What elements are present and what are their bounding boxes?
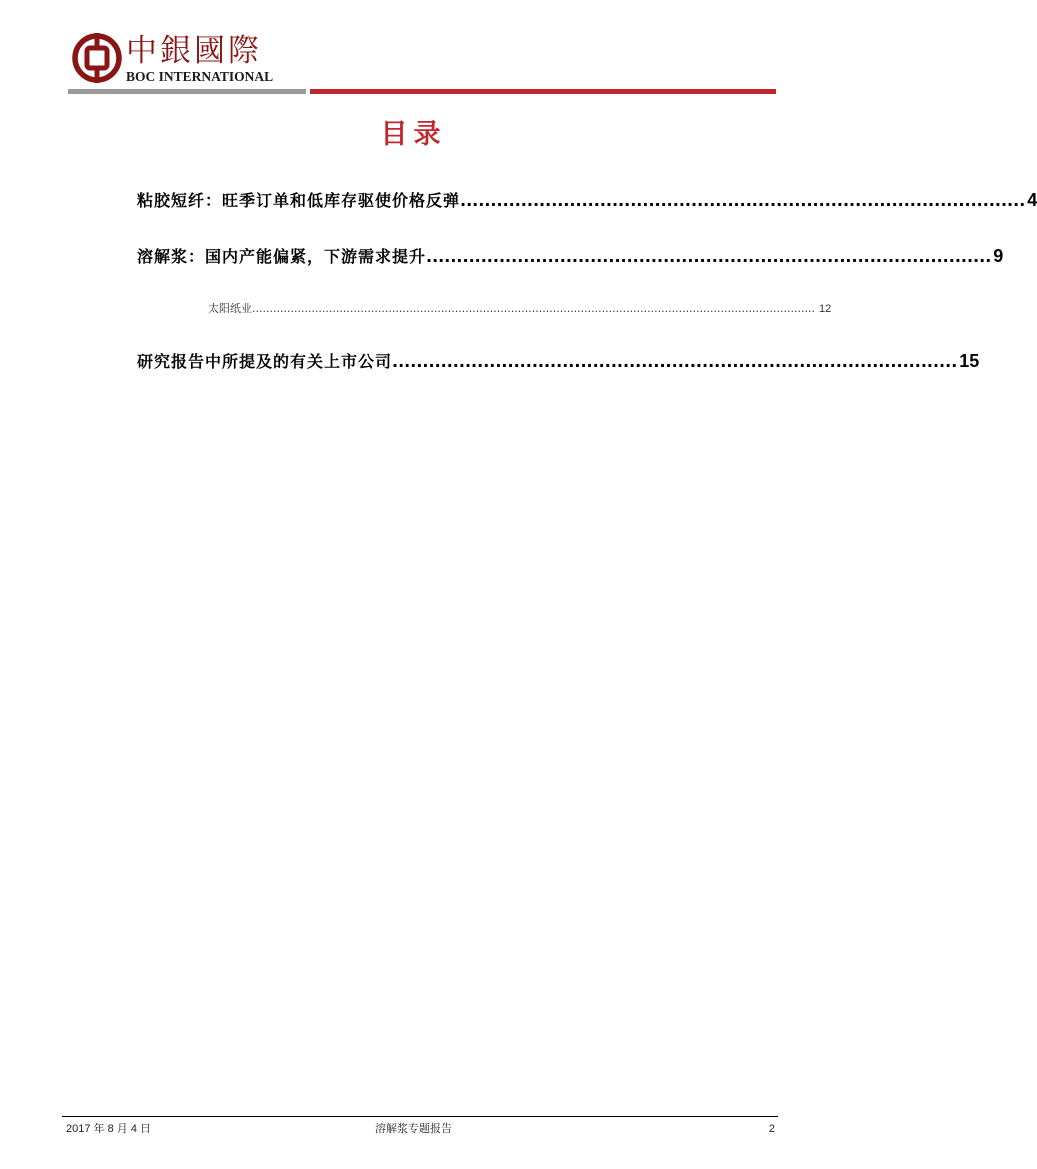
logo-english-name: BOC INTERNATIONAL: [126, 69, 274, 84]
toc-dot-leader: .............................................................................................: [426, 247, 992, 266]
header-rule-red: [310, 89, 776, 94]
toc-entry-listed-companies[interactable]: [137, 350, 980, 373]
toc-dot-leader: .............................................................................................: [392, 352, 958, 371]
toc-page-number: 9: [993, 246, 1004, 266]
boc-coin-icon: [72, 33, 122, 83]
toc-entry-dissolving-pulp[interactable]: [137, 245, 1004, 268]
boc-logo: [72, 33, 312, 87]
logo-chinese-name: 中銀國際: [126, 33, 262, 69]
toc-entry-viscose[interactable]: [137, 189, 1037, 212]
toc-page-number: 4: [1027, 190, 1037, 210]
toc-dot-leader: .................................................................................................................................................................: [252, 302, 815, 315]
toc-entry-sun-paper[interactable]: [208, 301, 832, 317]
toc-dot-leader: .............................................................................................: [460, 191, 1026, 210]
toc-entry-label: 粘胶短纤：旺季订单和低库存驱使价格反弹: [137, 191, 461, 210]
toc-entry-label: 太阳纸业: [208, 302, 252, 315]
toc-title: 目录: [380, 119, 447, 150]
header-rule-gray: [68, 89, 306, 94]
footer-report-title: 溶解浆专题报告: [375, 1122, 452, 1135]
toc-page-number: 12: [818, 303, 832, 315]
footer-date: 2017 年 8 月 4 日: [66, 1123, 151, 1135]
toc-entry-label: 溶解浆：国内产能偏紧，下游需求提升: [137, 247, 427, 266]
footer-rule: [62, 1116, 778, 1117]
footer-page-number: 2: [768, 1123, 775, 1135]
toc-entry-label: 研究报告中所提及的有关上市公司: [137, 352, 393, 371]
toc-page-number: 15: [959, 351, 980, 371]
